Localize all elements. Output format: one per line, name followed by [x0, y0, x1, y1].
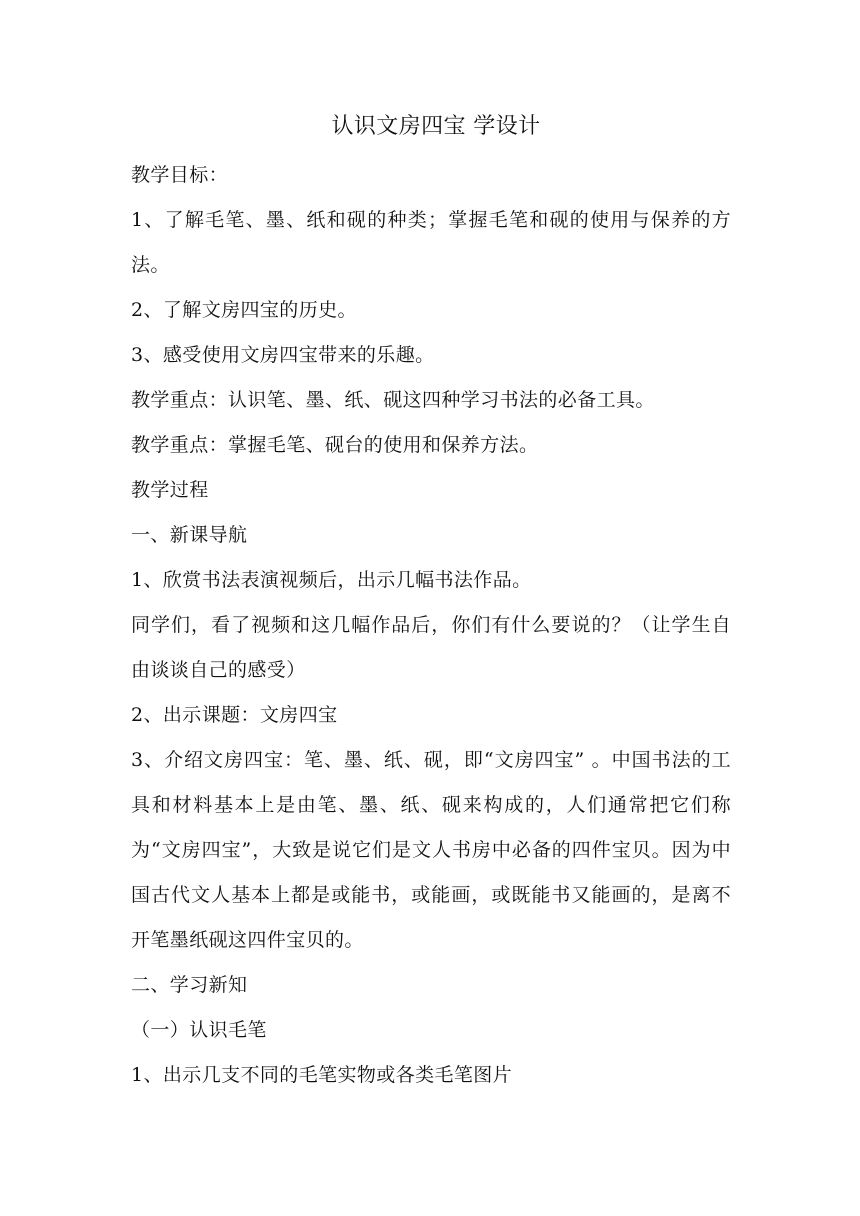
section-heading-objectives: 教学目标： — [131, 164, 229, 186]
process-item-3: 3、介绍文房四宝：笔、墨、纸、砚，即“文房四宝” 。中国书法的工具和材料基本上是由笔、墨、纸、砚来构成的，人们通常把它们称为“文房四宝”，大致是说它们是文人书房中必备的四件宝贝。因为中国古代文人基本上都是或能书，或能画，或既能书又能画的，是离不开笔墨纸砚这四件宝贝的。 — [131, 749, 731, 951]
section-heading-process: 教学过程 — [131, 479, 209, 501]
section-heading-part-1: 一、新课导航 — [131, 524, 248, 546]
subsection-heading-brush: （一）认识毛笔 — [131, 1019, 267, 1041]
brush-item-1: 1、出示几支不同的毛笔实物或各类毛笔图片 — [131, 1064, 513, 1086]
objective-item-2: 2、了解文房四宝的历史。 — [131, 299, 357, 321]
document-title: 认识文房四宝 学设计 — [331, 114, 541, 139]
objective-item-3: 3、感受使用文房四宝带来的乐趣。 — [131, 344, 435, 366]
objective-item-1: 1、了解毛笔、墨、纸和砚的种类；掌握毛笔和砚的使用与保养的方法。 — [131, 209, 731, 276]
section-heading-part-2: 二、学习新知 — [131, 974, 248, 996]
key-point-1: 教学重点：认识笔、墨、纸、砚这四种学习书法的必备工具。 — [131, 389, 655, 411]
process-item-2: 2、出示课题：文房四宝 — [131, 704, 338, 726]
process-discussion: 同学们，看了视频和这几幅作品后，你们有什么要说的？（让学生自由谈谈自己的感受） — [131, 614, 731, 681]
process-item-1: 1、欣赏书法表演视频后，出示几幅书法作品。 — [131, 569, 532, 591]
document-body — [131, 112, 731, 1098]
key-point-2: 教学重点：掌握毛笔、砚台的使用和保养方法。 — [131, 434, 539, 456]
